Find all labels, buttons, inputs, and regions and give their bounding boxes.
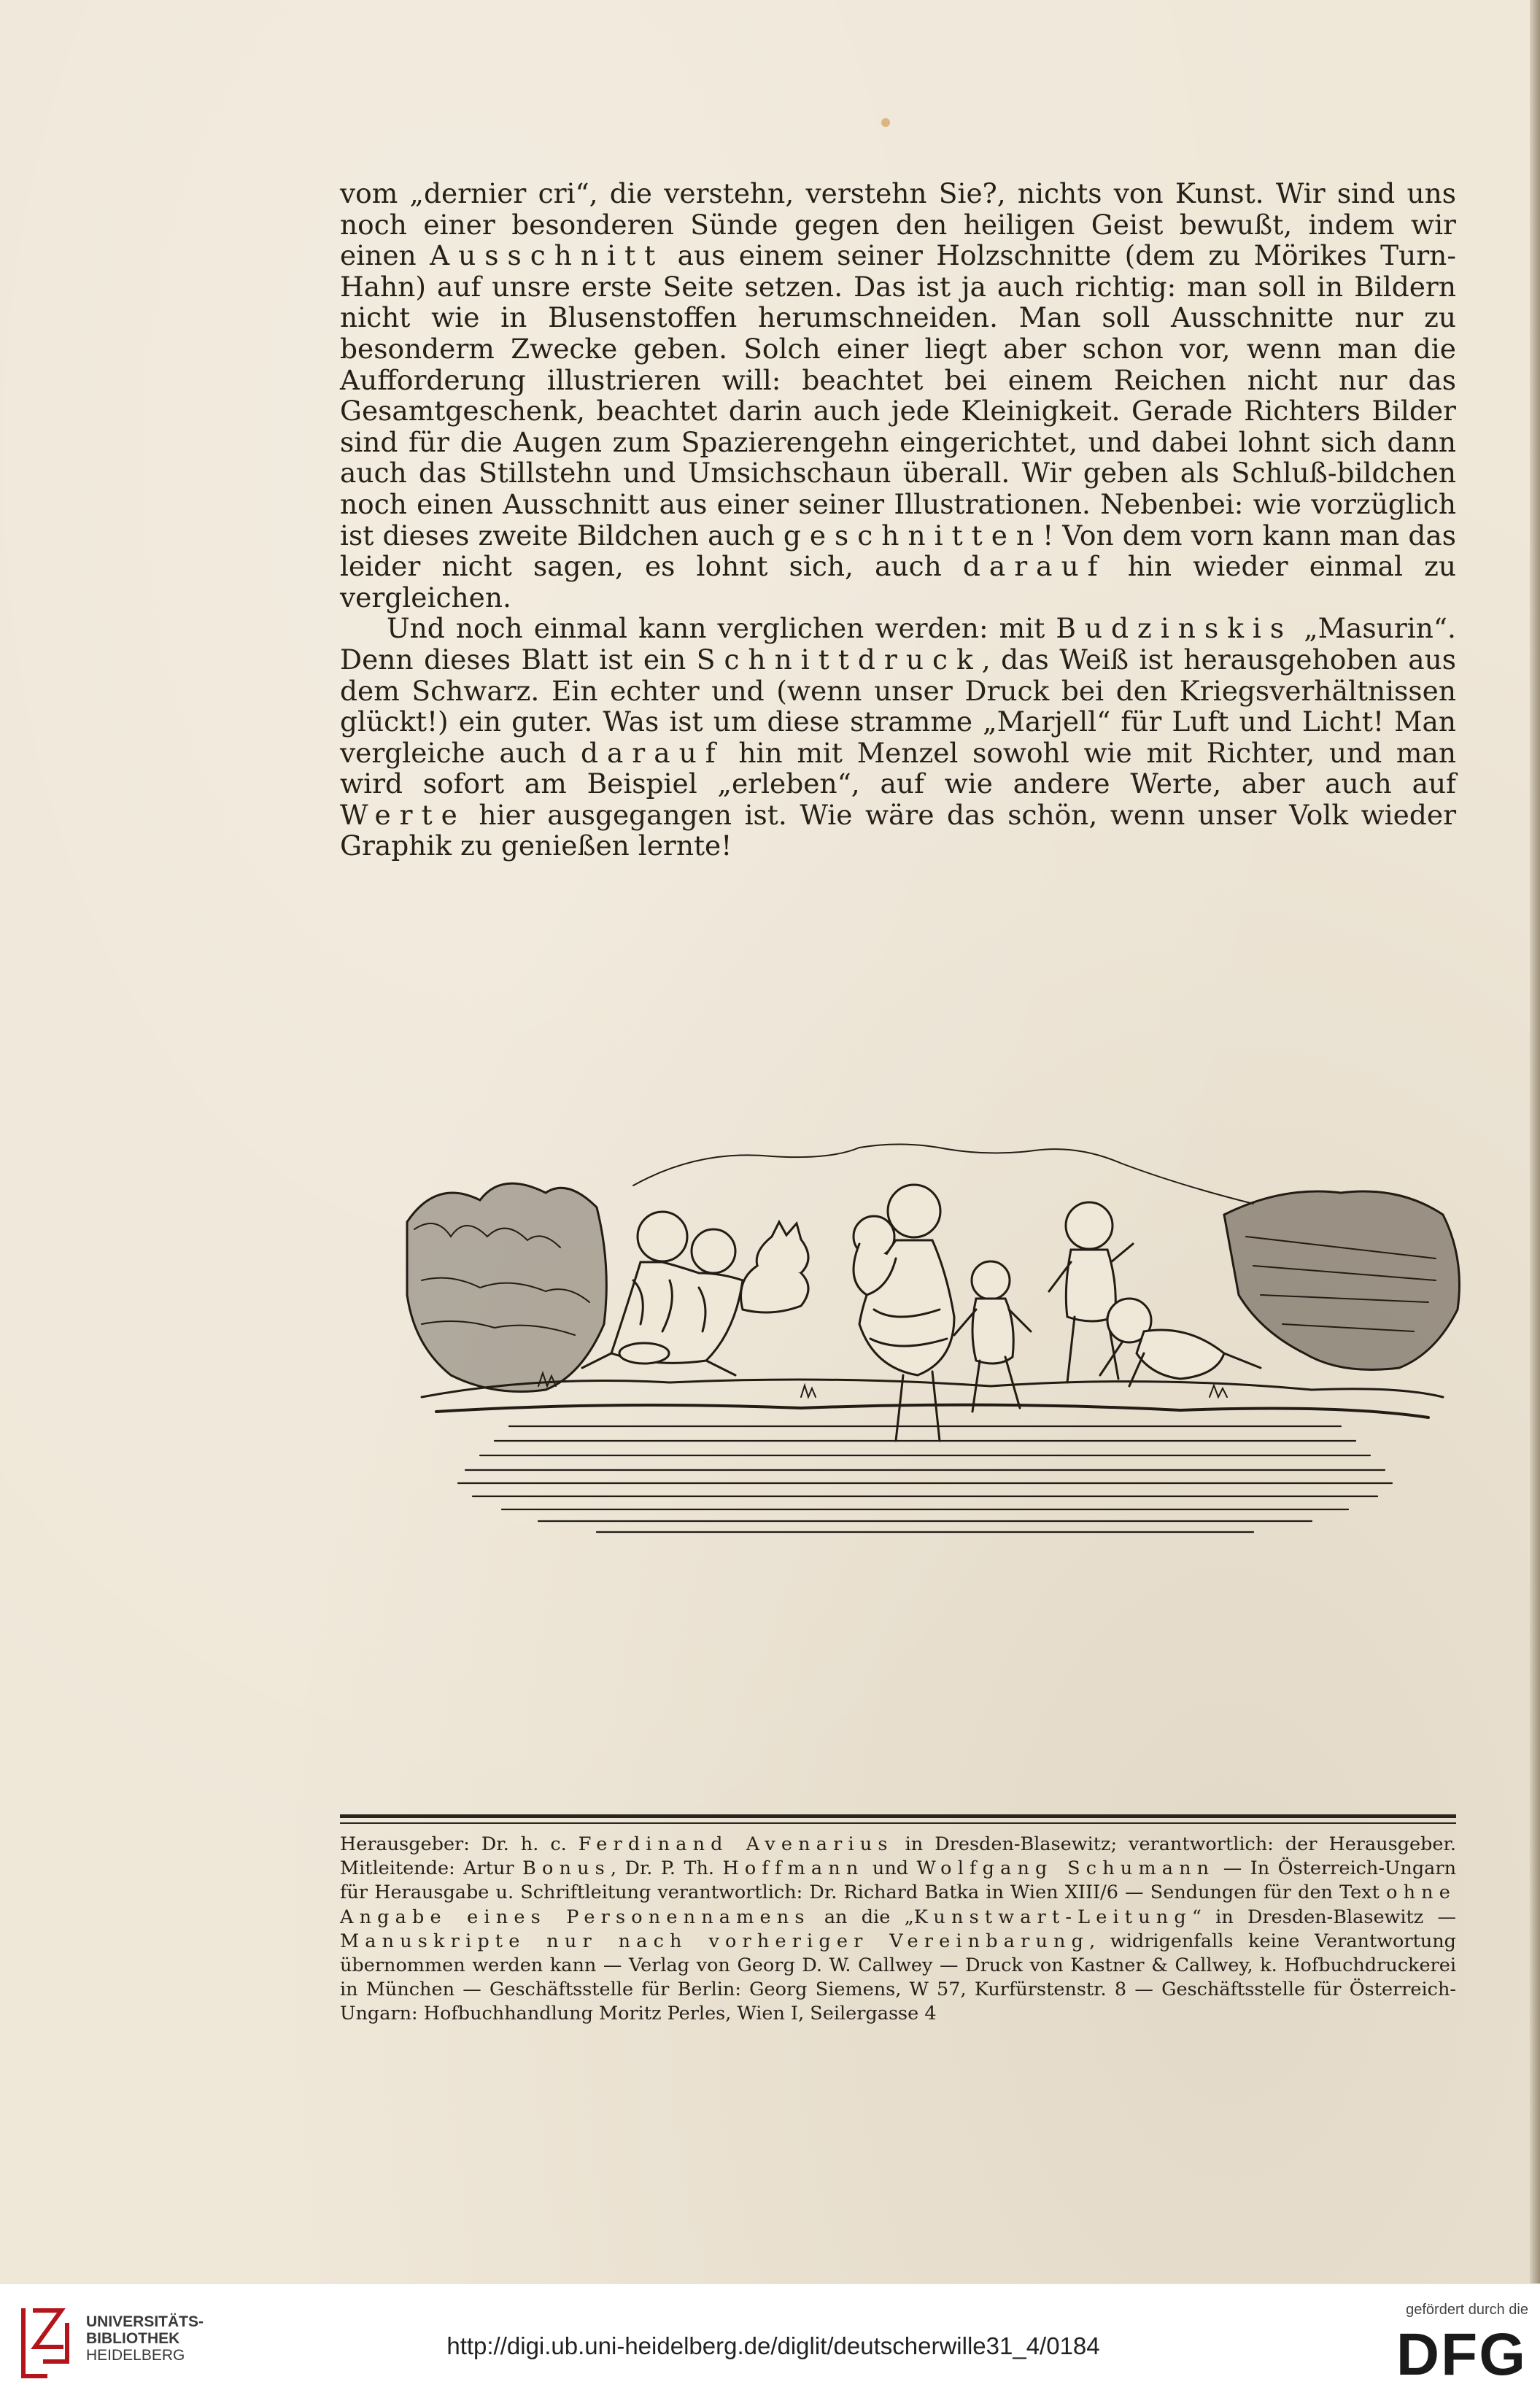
colophon-rule-thin xyxy=(340,1822,1456,1824)
right-rocks xyxy=(1224,1191,1460,1370)
colophon-run: in Dresden-Blasewitz; verantwortlich: der Herausgeber. Mitleitende: Artur xyxy=(340,1833,1457,1880)
article-body xyxy=(340,178,1456,862)
funding-caption: gefördert durch die xyxy=(1406,2302,1528,2318)
spaced-emphasis: Schnittdruck xyxy=(696,643,982,676)
spaced-emphasis: Hoffmann xyxy=(722,1857,864,1880)
archive-footer xyxy=(0,2283,1540,2398)
article-text-run: hier ausgegangen ist. Wie wäre das schön, wenn unser Volk wieder Graphik zu genießen lernte! xyxy=(340,798,1456,862)
spaced-emphasis: Ausschnitt xyxy=(430,239,665,272)
paper-stain xyxy=(881,118,890,127)
spaced-emphasis: Bonus xyxy=(522,1857,611,1880)
spaced-emphasis: darauf xyxy=(580,736,724,769)
article-paragraph-2 xyxy=(340,613,1456,862)
institution-line: UNIVERSITÄTS- xyxy=(86,2313,204,2330)
article-text-run: „Masurin“. Denn dieses Blatt ist ein xyxy=(340,612,1456,676)
small-child xyxy=(954,1261,1031,1412)
university-library-logo-icon xyxy=(16,2303,74,2383)
spaced-emphasis: Kunstwart-Leitung xyxy=(913,1906,1192,1928)
left-bush xyxy=(407,1183,606,1391)
article-text-run: Und noch einmal kann verglichen werden: mit xyxy=(387,612,1056,645)
dfg-logo: DFG xyxy=(1396,2321,1527,2388)
spaced-emphasis: Budzinskis xyxy=(1056,612,1293,645)
colophon-run: “ in Dresden-Blasewitz — xyxy=(1191,1906,1456,1928)
page-edge xyxy=(1530,0,1540,2283)
spaced-emphasis: Werte xyxy=(340,798,466,831)
colophon-rule xyxy=(340,1814,1456,1818)
colophon-run: und xyxy=(864,1857,917,1880)
spaced-emphasis: Ferdinand Avenarius xyxy=(578,1833,894,1855)
colophon-run: , Dr. P. Th. xyxy=(610,1857,723,1880)
woodcut-illustration xyxy=(392,1134,1472,1543)
spaced-emphasis: ohne Angabe eines Personennamens xyxy=(340,1881,1456,1928)
article-text-run: aus einem seiner Holzschnitte (dem zu Mörikes Turn-Hahn) auf unsre erste Seite setzen. Das ist ja auch richtig: man soll in Bildern nicht wie in Blusenstoffen herumschneiden. Man soll Ausschnitte nur zu besonderm Zwecke geben. Solch einer liegt aber schon vor, wenn man die Aufforderung illustrieren will: beachtet bei einem Reichen nicht nur das Gesamtgeschenk, beachtet darin auch jede Kleinigkeit. Gerade Richters Bilder sind für die Augen zum Spazierengehn eingerichtet, und dabei lohnt sich dann auch das Stillstehn und Umsichschaun überall. Wir geben als Schluß-bildchen noch einen Ausschnitt aus einer seiner Illustrationen. Nebenbei: wie vorzüglich ist dieses zweite Bildchen auch xyxy=(340,239,1456,552)
girl-with-baby xyxy=(854,1185,954,1441)
institution-name xyxy=(86,2313,276,2364)
permalink-url[interactable]: http://digi.ub.uni-heidelberg.de/diglit/deutscherwille31_4/0184 xyxy=(446,2332,1100,2359)
crawling-boy xyxy=(1100,1299,1261,1386)
cat xyxy=(741,1222,809,1312)
colophon-run: an die „ xyxy=(810,1906,914,1928)
article-text-run: ! Von dem vorn kann man das leider nicht sagen, es lohnt sich, auch xyxy=(340,519,1456,583)
colophon-run: , widrigenfalls keine Verantwortung übernommen werden kann — Verlag von Georg D. W. Callwey — Druck von Kastner & Callwey, k. Hofbuchdruckerei in München — Geschäftsstelle für Berlin: Georg Siemens, W 57, Kurfürstenstr. 8 — Geschäftsstelle für Österreich-Ungarn: Hofbuchhandlung Moritz Perles, Wien I, Seilergasse 4 xyxy=(340,1930,1456,2025)
spaced-emphasis: darauf xyxy=(962,550,1107,583)
stream-hatching xyxy=(458,1426,1392,1532)
spaced-emphasis: geschnitten xyxy=(783,519,1043,552)
standing-boy xyxy=(1049,1202,1133,1382)
article-text-run: , das Weiß ist herausgehoben aus dem Schwarz. Ein echter und (wenn unser Druck bei den Kriegsverhältnissen glückt!) ein guter. Was ist um diese stramme „Marjell“ für Luft und Licht! Man vergleiche auch xyxy=(340,643,1456,769)
article-paragraph-1 xyxy=(340,178,1456,613)
colophon-run: Herausgeber: Dr. h. c. xyxy=(340,1833,579,1855)
colophon xyxy=(340,1833,1456,2027)
ground-line xyxy=(422,1380,1443,1397)
institution-line: HEIDELBERG xyxy=(86,2347,185,2364)
article-text-run: hin mit Menzel sowohl wie mit Richter, und man wird sofort am Beispiel „erleben“, auf wie andere Werte, aber auch auf xyxy=(340,736,1456,800)
colophon-run: — In Österreich-Ungarn für Herausgabe u. Schriftleitung verantwortlich: Dr. Richard Batka in Wien XIII/6 — Sendungen für den Text xyxy=(340,1857,1456,1904)
article-text-run: vom „dernier cri“, die verstehn, verstehn Sie?, nichts von Kunst. Wir sind uns noch einer besonderen Sünde gegen den heiligen Geist bewußt, indem wir einen xyxy=(340,177,1456,272)
hill-outline xyxy=(633,1144,1253,1204)
institution-line: BIBLIOTHEK xyxy=(86,2330,180,2347)
article-text-run: hin wieder einmal zu vergleichen. xyxy=(340,550,1456,614)
spaced-emphasis: Wolfgang Schumann xyxy=(916,1857,1215,1880)
spaced-emphasis: Manuskripte nur nach vorheriger Vereinbarung xyxy=(340,1930,1090,1952)
